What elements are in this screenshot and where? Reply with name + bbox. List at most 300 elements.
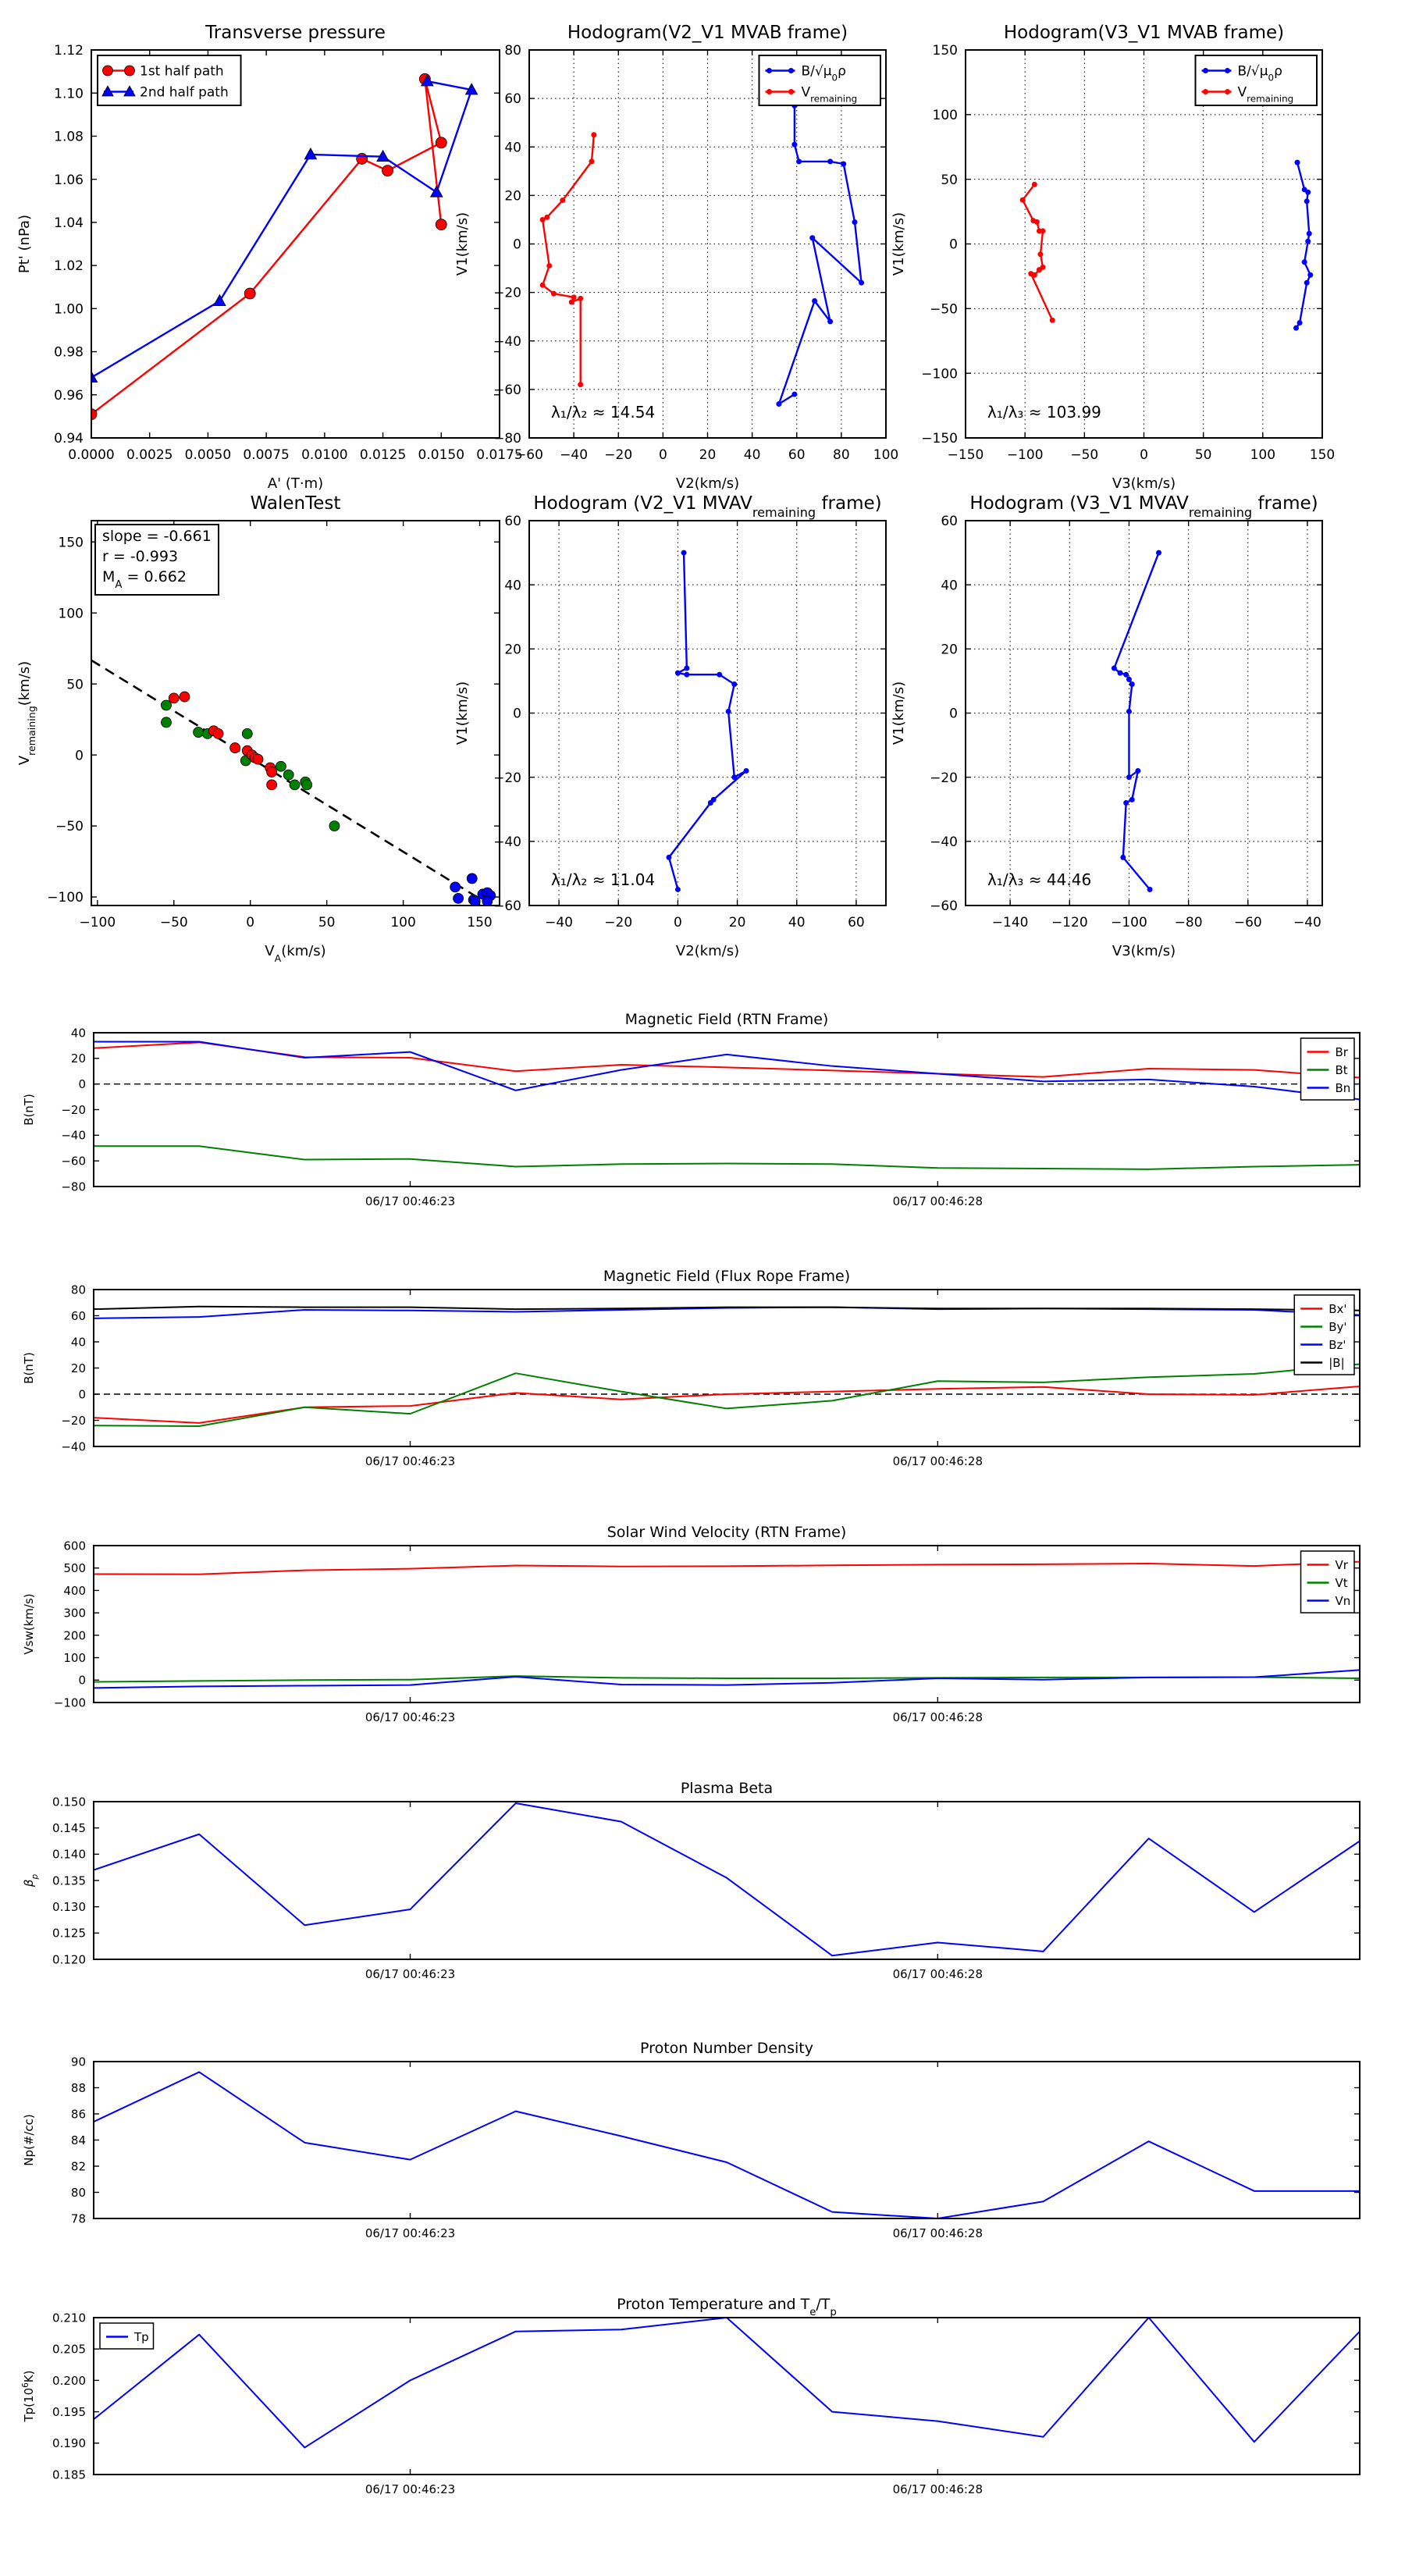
series-By' — [94, 1364, 1360, 1426]
y-tick-label: 0.145 — [52, 1821, 86, 1836]
y-tick-label: 0.150 — [52, 1795, 86, 1809]
x-tick-label: −20 — [604, 915, 633, 930]
point-marker — [684, 672, 689, 678]
y-tick-label: 0.210 — [52, 2311, 86, 2325]
legend-label: Vr — [1335, 1557, 1348, 1572]
series-B-hodogram — [666, 550, 749, 892]
point-marker — [578, 296, 583, 301]
y-axis-label: V1(km/s) — [454, 681, 471, 745]
x-tick-label: −100 — [1006, 447, 1044, 463]
x-tick-label: 0 — [674, 915, 682, 930]
point-marker — [1304, 198, 1310, 204]
x-tick-label: 0.0175 — [476, 447, 523, 463]
x-tick-label: 06/17 00:46:28 — [892, 1710, 984, 1724]
point-marker — [1225, 89, 1230, 94]
plot-title: Transverse pressure — [205, 23, 386, 43]
point-marker — [540, 217, 546, 222]
point-marker — [796, 158, 802, 164]
y-tick-label: 0 — [513, 237, 521, 253]
plot-title: Hodogram (V3_V1 $MVAV_{remaining}$ frame) — [969, 493, 1318, 520]
x-tick-label: 0.0100 — [301, 447, 348, 463]
x-tick-label: 60 — [788, 447, 806, 463]
y-axis-label: $V_{remaining}(km/s)$ — [16, 660, 37, 766]
plot-title: Hodogram(V3_V1 MVAB frame) — [1003, 23, 1285, 43]
legend-label: 1st half path — [140, 63, 224, 80]
y-tick-label: −80 — [493, 431, 521, 447]
plot-svg — [4, 2286, 1403, 2515]
y-axis-label: $\beta_p$ — [22, 1873, 40, 1888]
y-tick-label: 40 — [70, 1335, 86, 1350]
x-tick-label: −80 — [1174, 915, 1203, 930]
y-axis-label: V1(km/s) — [891, 212, 907, 276]
y-tick-label: 0.140 — [52, 1847, 86, 1862]
x-axis-label: V2(km/s) — [675, 943, 740, 959]
point-marker — [571, 294, 577, 300]
y-tick-label: 60 — [504, 514, 521, 530]
axes-frame — [94, 2062, 1360, 2218]
point-marker — [1302, 259, 1307, 265]
legend-label: Tp — [134, 2329, 149, 2344]
x-tick-label: 06/17 00:46:28 — [892, 2226, 984, 2240]
y-tick-label: 1.02 — [54, 258, 84, 275]
grid — [529, 50, 886, 438]
series-green-points — [161, 700, 339, 831]
point-marker — [302, 780, 312, 790]
x-tick-label: −40 — [560, 447, 589, 463]
y-axis-label: B(nT) — [22, 1352, 36, 1384]
plot-svg — [876, 480, 1371, 977]
ticks — [91, 50, 500, 438]
plot-title: Proton Number Density — [640, 2040, 813, 2057]
y-tick-label: 60 — [941, 514, 958, 530]
plot-title: Hodogram(V2_V1 MVAB frame) — [567, 23, 848, 43]
x-tick-label: 06/17 00:46:23 — [365, 1967, 456, 1981]
y-tick-label: 80 — [70, 1283, 86, 1297]
y-tick-label: −100 — [921, 366, 958, 382]
triangle-marker — [304, 148, 316, 159]
point-marker — [1126, 677, 1132, 682]
x-tick-label: 06/17 00:46:28 — [892, 1967, 984, 1981]
point-marker — [267, 780, 277, 790]
legend-label: Bx' — [1329, 1301, 1347, 1316]
point-marker — [1040, 228, 1046, 233]
y-tick-label: 0.96 — [54, 387, 84, 404]
x-tick-label: 0.0025 — [126, 447, 173, 463]
point-marker — [1156, 550, 1161, 556]
y-tick-label: 0.200 — [52, 2373, 86, 2388]
y-tick-label: 0.190 — [52, 2436, 86, 2451]
ticks — [94, 1802, 1360, 1959]
point-marker — [791, 142, 797, 148]
series-Bn — [94, 1041, 1360, 1099]
ticks — [94, 2318, 1360, 2475]
y-tick-label: 40 — [504, 140, 521, 156]
legend-label: Bt — [1335, 1062, 1348, 1077]
point-marker — [1118, 671, 1123, 676]
axes-frame — [966, 521, 1322, 906]
y-tick-label: 0 — [75, 748, 84, 764]
y-tick-label: 80 — [70, 2185, 86, 2200]
y-tick-label: 78 — [70, 2211, 86, 2226]
plot-svg — [4, 1770, 1403, 2000]
plot-vsw-rtn — [4, 1514, 1403, 1743]
point-marker — [726, 709, 731, 714]
plot-title: Magnetic Field (Flux Rope Frame) — [603, 1268, 851, 1285]
legend-label: Bz' — [1329, 1337, 1346, 1352]
grid — [966, 521, 1322, 906]
legend-label: $V_{remaining}$ — [1237, 84, 1294, 105]
y-tick-label: 40 — [941, 578, 958, 594]
series-Br — [94, 1042, 1360, 1077]
x-tick-label: −100 — [1111, 915, 1147, 930]
y-tick-label: −40 — [493, 333, 521, 350]
legend-label: $B/√\mu_0\rho$ — [801, 63, 846, 84]
x-tick-label: −140 — [991, 915, 1029, 930]
x-axis-label: $V_A(km/s)$ — [265, 943, 326, 964]
y-tick-label: 50 — [941, 172, 958, 188]
lambda-annotation: λ₁/λ₂ ≈ 11.04 — [551, 870, 656, 889]
y-tick-label: 1.06 — [54, 172, 84, 188]
point-marker — [708, 800, 713, 806]
point-marker — [569, 300, 574, 305]
x-tick-label: 40 — [743, 447, 761, 463]
y-tick-label: 150 — [932, 43, 958, 59]
y-tick-label: 0.125 — [52, 1926, 86, 1941]
plot-svg — [876, 9, 1371, 510]
y-tick-label: 50 — [66, 677, 84, 693]
series-V-remaining-hodogram — [540, 132, 597, 387]
point-marker — [827, 318, 833, 324]
x-tick-label: −100 — [79, 915, 116, 930]
x-tick-label: 60 — [848, 915, 865, 930]
axes-frame — [94, 1290, 1360, 1446]
y-tick-label: 0 — [78, 1077, 86, 1092]
y-tick-label: 100 — [58, 606, 84, 622]
point-marker — [767, 89, 772, 94]
y-tick-label: 20 — [941, 642, 958, 658]
point-marker — [1147, 887, 1153, 892]
x-tick-label: 0.0000 — [68, 447, 115, 463]
point-marker — [1034, 219, 1040, 225]
plot-hodogram-v2v1-mvav — [439, 480, 934, 977]
x-tick-label: −60 — [515, 447, 543, 463]
plot-hodogram-v3v1-mvab — [876, 9, 1371, 510]
point-marker — [809, 235, 815, 240]
point-marker — [230, 743, 240, 753]
y-tick-label: 0.135 — [52, 1873, 86, 1888]
lambda-annotation: λ₁/λ₃ ≈ 103.99 — [987, 403, 1101, 422]
y-tick-label: 20 — [70, 1361, 86, 1375]
y-axis-label: B(nT) — [22, 1094, 36, 1126]
point-marker — [675, 671, 681, 676]
point-marker — [1307, 231, 1312, 237]
y-tick-label: 0.130 — [52, 1900, 86, 1915]
y-tick-label: 100 — [63, 1650, 86, 1665]
plot-plasma-beta — [4, 1770, 1403, 2000]
point-marker — [1037, 251, 1043, 257]
point-marker — [852, 219, 858, 225]
plot-hodogram-v2v1-mvab — [439, 9, 934, 510]
point-marker — [1112, 665, 1117, 671]
point-marker — [666, 855, 671, 860]
point-marker — [329, 821, 340, 831]
series-1st half path — [86, 73, 446, 419]
y-tick-label: 0.120 — [52, 1952, 86, 1967]
point-marker — [1295, 160, 1300, 165]
point-marker — [681, 550, 687, 556]
point-marker — [169, 693, 179, 703]
y-tick-label: −20 — [493, 770, 521, 786]
point-marker — [744, 768, 749, 774]
triangle-marker — [214, 295, 226, 306]
y-tick-label: 60 — [504, 91, 521, 108]
y-tick-label: −40 — [930, 834, 958, 850]
point-marker — [1028, 271, 1033, 276]
point-marker — [1126, 774, 1132, 780]
x-tick-label: 06/17 00:46:23 — [365, 1454, 456, 1468]
ticks — [94, 1290, 1360, 1446]
series-Vr — [94, 1562, 1360, 1574]
x-tick-label: 40 — [788, 915, 806, 930]
y-tick-label: 0 — [78, 1673, 86, 1688]
y-tick-label: 20 — [504, 188, 521, 205]
x-axis-label: V3(km/s) — [1112, 943, 1176, 959]
y-tick-label: −60 — [493, 898, 521, 915]
y-tick-label: 88 — [70, 2080, 86, 2095]
y-tick-label: 20 — [70, 1051, 86, 1066]
legend — [1301, 1551, 1355, 1613]
point-marker — [180, 692, 190, 702]
y-tick-label: 1.08 — [54, 129, 84, 145]
y-tick-label: −60 — [61, 1154, 86, 1169]
point-marker — [276, 761, 286, 771]
x-tick-label: −40 — [1293, 915, 1321, 930]
point-marker — [1050, 318, 1055, 323]
point-marker — [1020, 197, 1026, 203]
point-marker — [827, 158, 833, 164]
x-tick-label: 80 — [833, 447, 850, 463]
y-tick-label: −40 — [61, 1128, 86, 1143]
point-marker — [578, 382, 583, 387]
y-tick-label: 0.185 — [52, 2467, 86, 2482]
point-marker — [267, 767, 277, 777]
x-axis-label: V2(km/s) — [675, 475, 740, 492]
point-marker — [382, 165, 393, 176]
y-tick-label: −60 — [493, 382, 521, 398]
point-marker — [1126, 709, 1132, 714]
point-marker — [290, 780, 300, 790]
point-marker — [589, 158, 594, 164]
x-tick-label: 06/17 00:46:23 — [365, 1194, 456, 1208]
info-line: slope = -0.661 — [102, 528, 212, 545]
x-tick-label: 100 — [873, 447, 899, 463]
y-tick-label: 400 — [63, 1583, 86, 1598]
point-marker — [161, 717, 171, 728]
point-marker — [1120, 855, 1126, 860]
y-tick-label: 0 — [949, 237, 958, 253]
legend — [1301, 1038, 1355, 1100]
x-tick-label: 06/17 00:46:28 — [892, 1194, 984, 1208]
point-marker — [767, 68, 772, 73]
legend-label: Br — [1335, 1044, 1348, 1059]
y-tick-label: 0.205 — [52, 2342, 86, 2357]
y-tick-label: 40 — [504, 578, 521, 594]
x-tick-label: −60 — [1233, 915, 1262, 930]
point-marker — [859, 280, 864, 286]
legend-label: Bn — [1335, 1080, 1351, 1095]
y-tick-label: 600 — [63, 1539, 86, 1553]
x-tick-label: 150 — [467, 915, 493, 930]
series-beta-p — [94, 1803, 1360, 1955]
x-tick-label: 0.0125 — [359, 447, 407, 463]
x-tick-label: 06/17 00:46:23 — [365, 2226, 456, 2240]
series-Bx' — [94, 1386, 1360, 1423]
point-marker — [1297, 320, 1303, 326]
x-tick-label: −20 — [604, 447, 633, 463]
point-marker — [560, 197, 565, 203]
y-tick-label: 60 — [70, 1308, 86, 1323]
y-tick-label: −50 — [55, 819, 84, 835]
y-tick-label: 82 — [70, 2159, 86, 2174]
y-tick-label: −20 — [930, 770, 958, 786]
series-Np — [94, 2072, 1360, 2218]
y-tick-label: −80 — [61, 1179, 86, 1194]
legend — [1294, 1295, 1354, 1375]
point-marker — [103, 66, 113, 76]
y-tick-label: 150 — [58, 535, 84, 551]
y-tick-label: 200 — [63, 1628, 86, 1643]
x-tick-label: 06/17 00:46:23 — [365, 2482, 456, 2496]
legend — [1196, 55, 1318, 105]
y-tick-label: 1.12 — [54, 43, 84, 59]
legend-label: 2nd half path — [140, 84, 229, 101]
point-marker — [675, 887, 681, 892]
point-marker — [1225, 68, 1230, 73]
point-marker — [1032, 182, 1037, 187]
y-tick-label: −20 — [493, 285, 521, 301]
point-marker — [1293, 326, 1299, 331]
point-marker — [1203, 89, 1208, 94]
y-tick-label: 1.00 — [54, 301, 84, 318]
point-marker — [1123, 800, 1129, 806]
x-tick-label: 06/17 00:46:23 — [365, 1710, 456, 1724]
grid — [966, 50, 1322, 438]
y-tick-label: −150 — [921, 431, 958, 447]
plot-svg — [4, 1258, 1403, 1487]
x-tick-label: 0 — [1140, 447, 1148, 463]
y-tick-label: −50 — [930, 301, 958, 318]
point-marker — [788, 89, 794, 94]
x-tick-label: 0.0075 — [243, 447, 290, 463]
legend — [98, 55, 241, 105]
y-tick-label: −100 — [47, 890, 84, 906]
series-B-hodogram — [776, 103, 864, 407]
plot-title: Plasma Beta — [680, 1780, 774, 1797]
axes-frame — [94, 2318, 1360, 2475]
point-marker — [194, 728, 204, 738]
x-tick-label: 0 — [246, 915, 255, 930]
legend-label: Vt — [1335, 1575, 1348, 1590]
point-marker — [1203, 68, 1208, 73]
point-marker — [1305, 239, 1311, 244]
x-tick-label: 100 — [1250, 447, 1276, 463]
y-tick-label: 100 — [932, 107, 958, 123]
point-marker — [551, 291, 557, 297]
series-Tp — [94, 2318, 1360, 2447]
plot-b-rtn — [4, 1002, 1403, 1227]
x-tick-label: 06/17 00:46:28 — [892, 2482, 984, 2496]
point-marker — [1037, 267, 1042, 272]
point-marker — [1129, 681, 1135, 687]
plot-title: WalenTest — [250, 493, 341, 514]
point-marker — [1129, 797, 1135, 802]
series-B-hodogram — [1293, 160, 1313, 331]
point-marker — [684, 665, 689, 671]
plot-proton-temperature — [4, 2286, 1403, 2515]
y-tick-label: 86 — [70, 2107, 86, 2122]
x-tick-label: 0.0050 — [184, 447, 232, 463]
point-marker — [244, 288, 255, 299]
x-tick-label: −50 — [159, 915, 188, 930]
axes-frame — [91, 50, 500, 438]
y-axis-label: $Tp(10^6K)$ — [21, 2370, 36, 2422]
y-tick-label: 20 — [504, 642, 521, 658]
info-line: $M_A = 0.662$ — [102, 568, 187, 591]
x-tick-label: −120 — [1051, 915, 1088, 930]
series-B-hodogram — [1112, 550, 1161, 892]
y-tick-label: −100 — [53, 1695, 86, 1710]
y-tick-label: 0.98 — [54, 344, 84, 361]
ticks — [94, 2062, 1360, 2218]
y-tick-label: −20 — [61, 1102, 86, 1117]
x-tick-label: −50 — [1070, 447, 1099, 463]
x-tick-label: −40 — [545, 915, 574, 930]
point-marker — [161, 700, 171, 710]
x-tick-label: 50 — [318, 915, 336, 930]
point-marker — [213, 728, 223, 738]
plot-proton-density — [4, 2030, 1403, 2259]
point-marker — [242, 728, 252, 738]
info-line: r = -0.993 — [102, 548, 179, 565]
axes-frame — [529, 521, 886, 906]
x-tick-label: 0 — [658, 447, 667, 463]
x-axis-label: V3(km/s) — [1112, 475, 1176, 492]
y-tick-label: −60 — [930, 898, 958, 915]
point-marker — [1123, 672, 1129, 678]
y-tick-label: 1.10 — [54, 86, 84, 102]
y-tick-label: 0 — [513, 706, 521, 722]
x-tick-label: 20 — [699, 447, 717, 463]
x-tick-label: 50 — [1194, 447, 1212, 463]
y-axis-label: Vsw(km/s) — [22, 1593, 36, 1655]
point-marker — [253, 754, 263, 764]
y-tick-label: 0.195 — [52, 2405, 86, 2419]
point-marker — [591, 132, 596, 137]
plot-title: Magnetic Field (RTN Frame) — [624, 1011, 829, 1028]
y-tick-label: 300 — [63, 1606, 86, 1621]
plot-title: Hodogram (V2_V1 $MVAV_{remaining}$ frame) — [533, 493, 882, 520]
point-marker — [776, 401, 781, 407]
point-marker — [731, 681, 737, 687]
y-axis-label: Pt' (nPa) — [16, 214, 33, 274]
plot-svg — [439, 9, 934, 510]
point-marker — [540, 283, 546, 288]
point-marker — [283, 770, 293, 780]
y-tick-label: 0 — [949, 706, 958, 722]
legend-label: |B| — [1329, 1355, 1345, 1370]
plot-svg — [4, 2030, 1403, 2259]
y-axis-label: V1(km/s) — [454, 212, 471, 276]
